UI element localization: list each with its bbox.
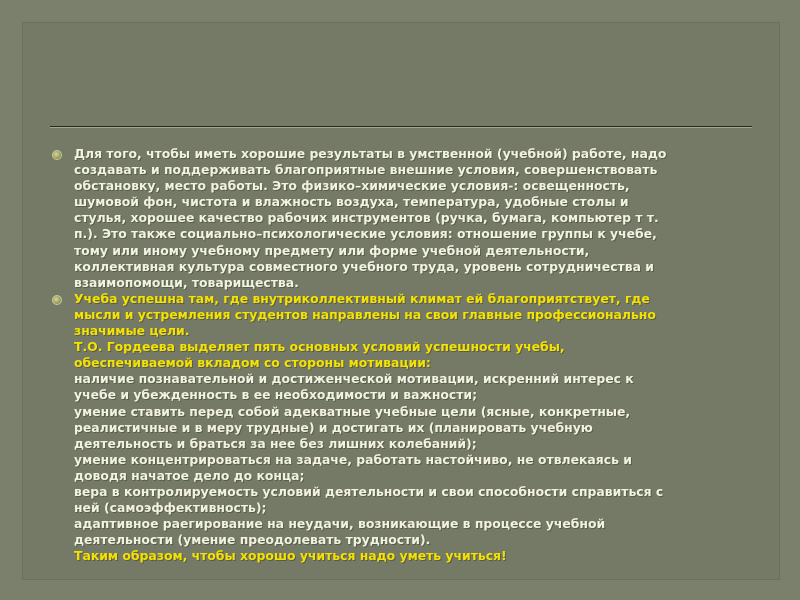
- text-line: тому или иному учебному предмету или форме учебной деятельности,: [74, 242, 590, 258]
- condition-line: ней (самоэффективность);: [74, 500, 267, 516]
- condition-line: адаптивное раегирование на неудачи, возникающие в процессе учебной: [74, 516, 606, 532]
- text-line: шумовой фон, чистота и влажность воздуха, температура, удобные столы и: [74, 194, 629, 210]
- condition-line: наличие познавательной и достиженческой мотивации, искренний интерес к: [74, 371, 634, 387]
- text-line: п.). Это также социально–психологические условия: отношение группы к учебе,: [74, 226, 657, 242]
- text-line: стулья, хорошее качество рабочих инструментов (ручка, бумага, компьютер т т.: [74, 210, 659, 226]
- paragraph-motivation: [52, 291, 756, 565]
- highlight-line: значимые цели.: [74, 323, 190, 339]
- paragraph-conditions: [52, 146, 756, 291]
- text-line: коллективная культура совместного учебного труда, уровень сотрудничества и: [74, 258, 654, 274]
- round-bullet-icon: [52, 150, 62, 160]
- title-divider: [50, 126, 752, 127]
- condition-line: вера в контролируемость условий деятельности и свои способности справиться с: [74, 483, 664, 499]
- highlight-line: обеспечиваемой вкладом со стороны мотивации:: [74, 355, 431, 371]
- closing-line: Таким образом, чтобы хорошо учиться надо уметь учиться!: [74, 548, 507, 564]
- condition-line: учебе и убежденность в ее необходимости и важности;: [74, 387, 478, 403]
- text-line: взаимопомощи, товарищества.: [74, 274, 299, 290]
- condition-line: деятельности (умение преодолевать трудности).: [74, 532, 431, 548]
- text-line: обстановку, место работы. Это физико–химические условия-: освещенность,: [74, 178, 630, 194]
- slide-content: [52, 146, 756, 564]
- condition-line: умение ставить перед собой адекватные учебные цели (ясные, конкретные,: [74, 403, 631, 419]
- text-line: создавать и поддерживать благоприятные внешние условия, совершенствовать: [74, 162, 658, 178]
- condition-line: реалистичные и в меру трудные) и достигать их (планировать учебную: [74, 419, 593, 435]
- condition-line: деятельность и браться за нее без лишних колебаний);: [74, 435, 477, 451]
- round-bullet-icon: [52, 295, 62, 305]
- highlight-line: Т.О. Гордеева выделяет пять основных условий успешности учебы,: [74, 339, 565, 355]
- highlight-line: Учеба успешна там, где внутриколлективный климат ей благоприятствует, где: [74, 290, 650, 306]
- text-line: Для того, чтобы иметь хорошие результаты в умственной (учебной) работе, надо: [74, 146, 667, 161]
- condition-line: доводя начатое дело до конца;: [74, 467, 305, 483]
- condition-line: умение концентрироваться на задаче, работать настойчиво, не отвлекаясь и: [74, 451, 632, 467]
- highlight-line: мысли и устремления студентов направлены на свои главные профессионально: [74, 306, 656, 322]
